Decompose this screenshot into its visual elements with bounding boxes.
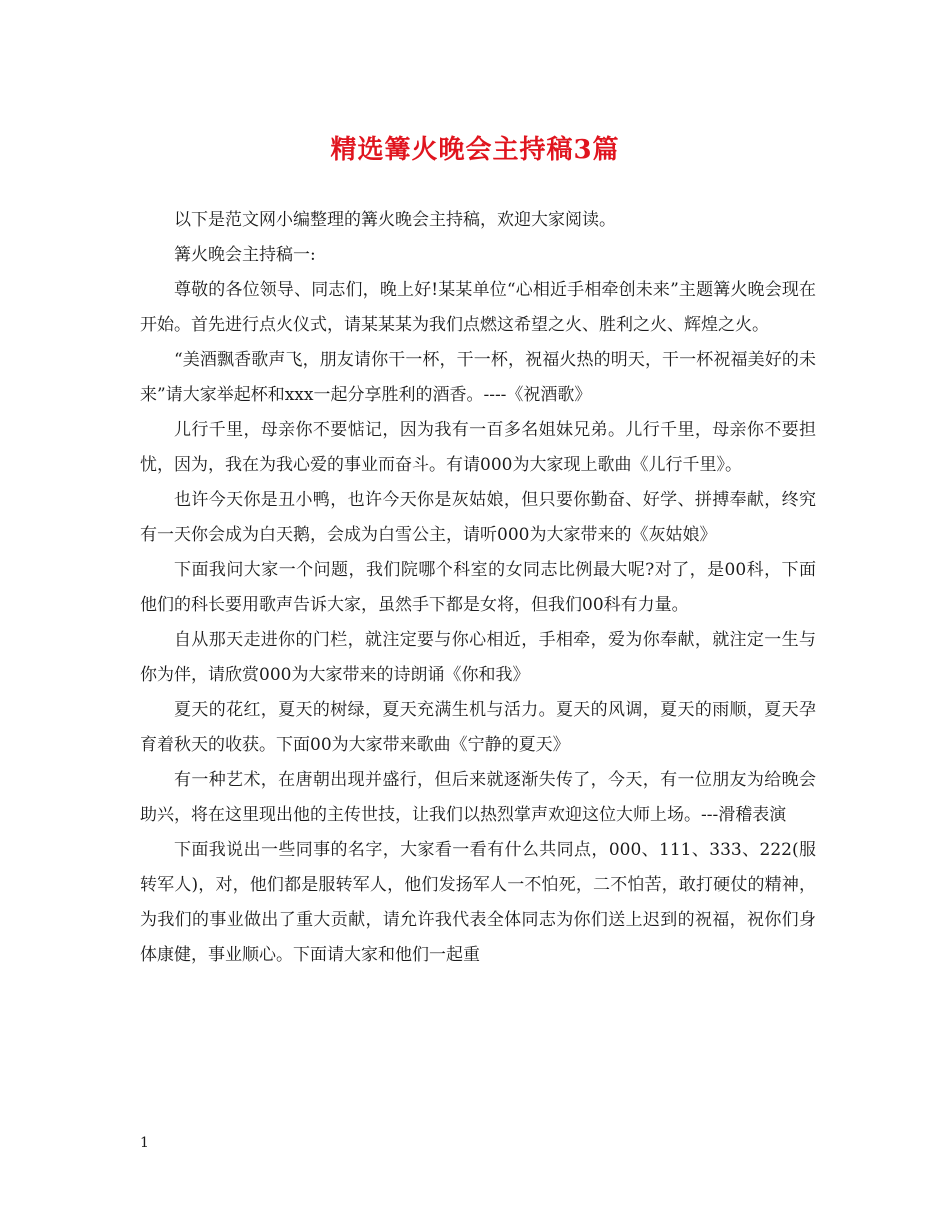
paragraph-toast-song: “美酒飘香歌声飞，朋友请你干一杯，干一杯，祝福火热的明天，干一杯祝福美好的未来”请大家举起杯和xxx一起分享胜利的酒香。----《祝酒歌》 <box>140 350 816 405</box>
page-number: 1 <box>140 1135 149 1151</box>
paragraph-question: 下面我问大家一个问题，我们院哪个科室的女同志比例最大呢?对了，是00科，下面他们的科长要用歌声告诉大家，虽然手下都是女将，但我们00科有力量。 <box>140 560 816 615</box>
paragraph-comedy: 有一种艺术，在唐朝出现并盛行，但后来就逐渐失传了，今天，有一位朋友为给晚会助兴，将在这里现出他的主传世技，让我们以热烈掌声欢迎这位大师上场。---滑稽表演 <box>140 770 816 825</box>
paragraph-travel-song: 儿行千里，母亲你不要惦记，因为我有一百多名姐妹兄弟。儿行千里，母亲你不要担忧，因为，我在为我心爱的事业而奋斗。有请000为大家现上歌曲《儿行千里》。 <box>140 420 816 475</box>
paragraph-veterans: 下面我说出一些同事的名字，大家看一看有什么共同点，000、111、333、222(服转军人)，对，他们都是服转军人，他们发扬军人一不怕死，二不怕苦，敢打硬仗的精神，为我们的事业做出了重大贡献，请允许我代表全体同志为你们送上迟到的祝福，祝你们身体康健，事业顺心。下面请大家和他们一起重 <box>140 840 816 965</box>
paragraph-opening: 尊敬的各位领导、同志们，晚上好!某某单位“心相近手相牵创未来”主题篝火晚会现在开始。首先进行点火仪式，请某某某为我们点燃这希望之火、胜利之火、辉煌之火。 <box>140 280 816 335</box>
paragraph-intro: 以下是范文网小编整理的篝火晚会主持稿，欢迎大家阅读。 <box>174 210 616 230</box>
paragraph-summer-song: 夏天的花红，夏天的树绿，夏天充满生机与活力。夏天的风调，夏天的雨顺，夏天孕育着秋天的收获。下面00为大家带来歌曲《宁静的夏天》 <box>140 700 816 755</box>
document-title: 精选篝火晚会主持稿3篇 <box>330 135 620 165</box>
document-body <box>140 203 816 973</box>
paragraph-poem: 自从那天走进你的门栏，就注定要与你心相近，手相牵，爱为你奉献，就注定一生与你为伴，请欣赏000为大家带来的诗朗诵《你和我》 <box>140 630 816 685</box>
paragraph-cinderella: 也许今天你是丑小鸭，也许今天你是灰姑娘，但只要你勤奋、好学、拼搏奉献，终究有一天你会成为白天鹅，会成为白雪公主，请听000为大家带来的《灰姑娘》 <box>140 490 816 545</box>
paragraph-heading-one: 篝火晚会主持稿一: <box>174 245 316 265</box>
